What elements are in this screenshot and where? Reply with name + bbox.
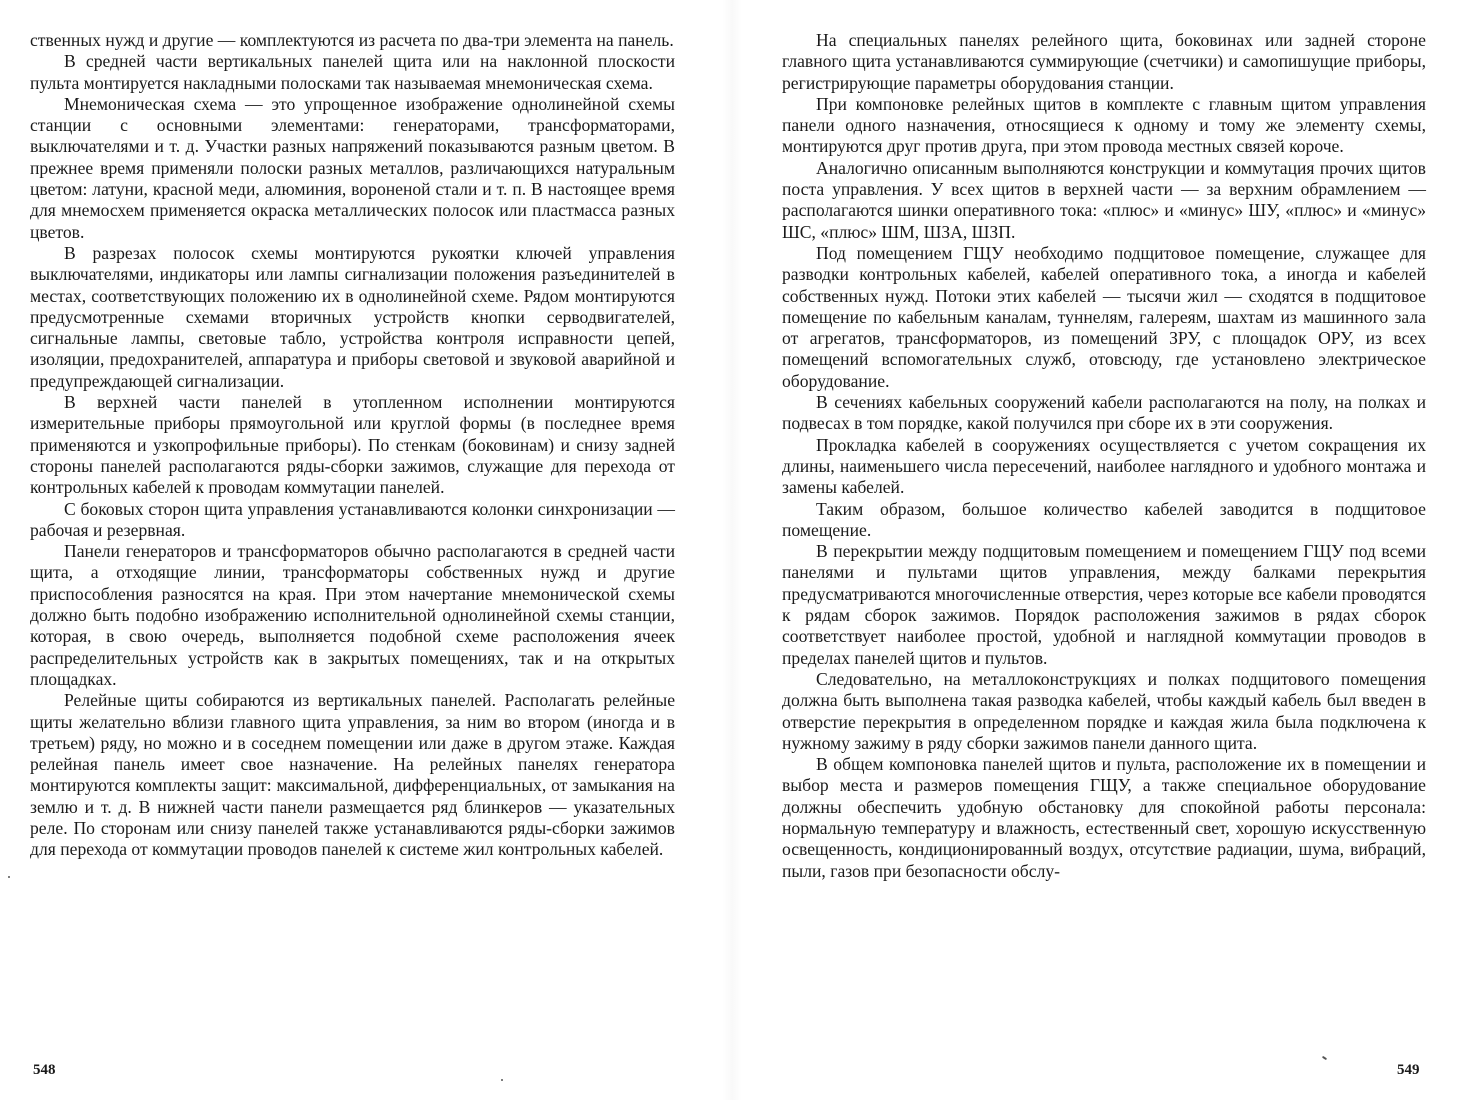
paragraph: С боковых сторон щита управления устанавливаются колонки синхронизации — рабочая и резервная. — [30, 498, 675, 540]
paragraph: В средней части вертикальных панелей щита или на наклонной плоскости пульта монтируется накладными полосками так называемая мнемоническая схема. — [30, 51, 675, 93]
paragraph: На специальных панелях релейного щита, боковинах или задней стороне главного щита устанавливаются суммирующие (счетчики) и самопишущие приборы, регистрирующие параметры оборудования станции. — [782, 30, 1426, 93]
paragraph: Прокладка кабелей в сооружениях осуществляется с учетом сокращения их длины, наименьшего числа пересечений, наиболее наглядного и удобного монтажа и замены кабелей. — [782, 434, 1426, 498]
print-speck — [501, 1079, 503, 1081]
print-speck — [8, 876, 10, 878]
paragraph: Панели генераторов и трансформаторов обычно располагаются в средней части щита, а отходящие линии, трансформаторы собственных нужд и другие приспособления разносятся на края. При этом начертание мнемонической схемы должно быть подобно изображению исполнительной однолинейной схемы станции, которая, в свою очередь, выполняется подобной схеме расположения ячеек распределительных устройств как в закрытых помещениях, так и на открытых площадках. — [30, 541, 675, 689]
paragraph: В перекрытии между подщитовым помещением и помещением ГЩУ под всеми панелями и пультами щитов управления, между балками перекрытия предусматриваются многочисленные отверстия, через которые все кабели проводятся к рядам сборок зажимов. Порядок расположения зажимов в рядах сборок соответствует наиболее простой, удобной и наглядной коммутации проводов в пределах панелей щитов и пультов. — [782, 541, 1426, 668]
paragraph: Релейные щиты собираются из вертикальных панелей. Располагать релейные щиты желательно вблизи главного щита управления, за ним во втором (иногда и в третьем) ряду, но можно и в соседнем помещении или даже в другом этаже. Каждая релейная панель имеет свое назначение. На релейных панелях генератора монтируются комплекты защит: максимальной, дифференциальных, от замыкания на землю и т. д. В нижней части панели размещается ряд блинкеров — указательных реле. По сторонам или снизу панелей также устанавливаются ряды-сборки зажимов для перехода от коммутации проводов панелей к системе жил контрольных кабелей. — [30, 690, 675, 860]
paragraph: Под помещением ГЩУ необходимо подщитовое помещение, служащее для разводки контрольных кабелей, кабелей оперативного тока, а иногда и кабелей собственных нужд. Потоки этих кабелей — тысячи жил — сходятся в подщитовое помещение по кабельным каналам, туннелям, галереям, шахтам из машинного зала от агрегатов, трансформаторов, из помещений ЗРУ, с площадок ОРУ, из всех помещений вспомогательных служб, отовсюду, где установлено электрическое оборудование. — [782, 242, 1426, 391]
paragraph: При компоновке релейных щитов в комплекте с главным щитом управления панели одного назначения, относящиеся к одному и тому же элементу схемы, монтируются друг против друга, при этом провода местных связей короче. — [782, 93, 1426, 157]
paragraph: В общем компоновка панелей щитов и пульта, расположение их в помещении и выбор места и размеров помещения ГЩУ, а также специальное оборудование должны обеспечить удобную обстановку для спокойной работы персонала: нормальную температуру и влажность, естественный свет, хорошую искусственную освещенность, кондиционированный воздух, отсутствие радиации, шума, вибраций, пыли, газов при безопасности обслу- — [782, 754, 1426, 881]
page-number-right: 549 — [1397, 1062, 1420, 1078]
paragraph: В разрезах полосок схемы монтируются рукоятки ключей управления выключателями, индикаторы или лампы сигнализации положения разъединителей в местах, соответствующих положению их в однолинейной схеме. Рядом монтируются предусмотренные схемами вторичных устройств кнопки серводвигателей, сигнальные лампы, световые табло, устройства контроля исправности цепей, изоляции, предохранителей, аппаратура и приборы световой и звуковой аварийной и предупреждающей сигнализации. — [30, 242, 675, 391]
paragraph: Мнемоническая схема — это упрощенное изображение однолинейной схемы станции с основными элементами: генераторами, трансформаторами, выключателями и т. д. Участки разных напряжений показываются разным цветом. В прежнее время применяли полоски разных металлов, различающихся натуральным цветом: латуни, красной меди, алюминия, вороненой стали и т. п. В настоящее время для мнемосхем применяется окраска металлических полосок или пластмасса разных цветов. — [30, 93, 675, 242]
right-page — [782, 30, 1426, 882]
paragraph: Аналогично описанным выполняются конструкции и коммутация прочих щитов поста управления. У всех щитов в верхней части — за верхним обрамлением — располагаются шинки оперативного тока: «плюс» и «минус» ШУ, «плюс» и «минус» ШС, «плюс» ШМ, ШЗА, ШЗП. — [782, 157, 1426, 242]
paragraph: ственных нужд и другие — комплектуются из расчета по два-три элемента на панель. — [30, 30, 674, 50]
paragraph: Таким образом, большое количество кабелей заводится в подщитовое помещение. — [782, 498, 1426, 540]
print-speck — [1322, 1056, 1327, 1061]
paragraph: В верхней части панелей в утопленном исполнении монтируются измерительные приборы прямоугольной или круглой формы (в последнее время применяются и узкопрофильные приборы). По стенкам (боковинам) и снизу задней стороны панелей располагаются ряды-сборки зажимов, служащие для перехода от контрольных кабелей к проводам коммутации панелей. — [30, 392, 675, 498]
page-number-left: 548 — [33, 1062, 56, 1078]
paragraph: В сечениях кабельных сооружений кабели располагаются на полу, на полках и подвесах в том порядке, какой получился при сборе их в эти сооружения. — [782, 392, 1426, 434]
paragraph: Следовательно, на металлоконструкциях и полках подщитового помещения должна быть выполнена такая разводка кабелей, чтобы каждый кабель был введен в отверстие перекрытия в определенном порядке и каждая жила была подключена к нужному зажиму в ряду сборки зажимов панели данного щита. — [782, 668, 1426, 753]
gutter-shadow — [722, 0, 742, 1100]
left-page — [30, 30, 675, 861]
